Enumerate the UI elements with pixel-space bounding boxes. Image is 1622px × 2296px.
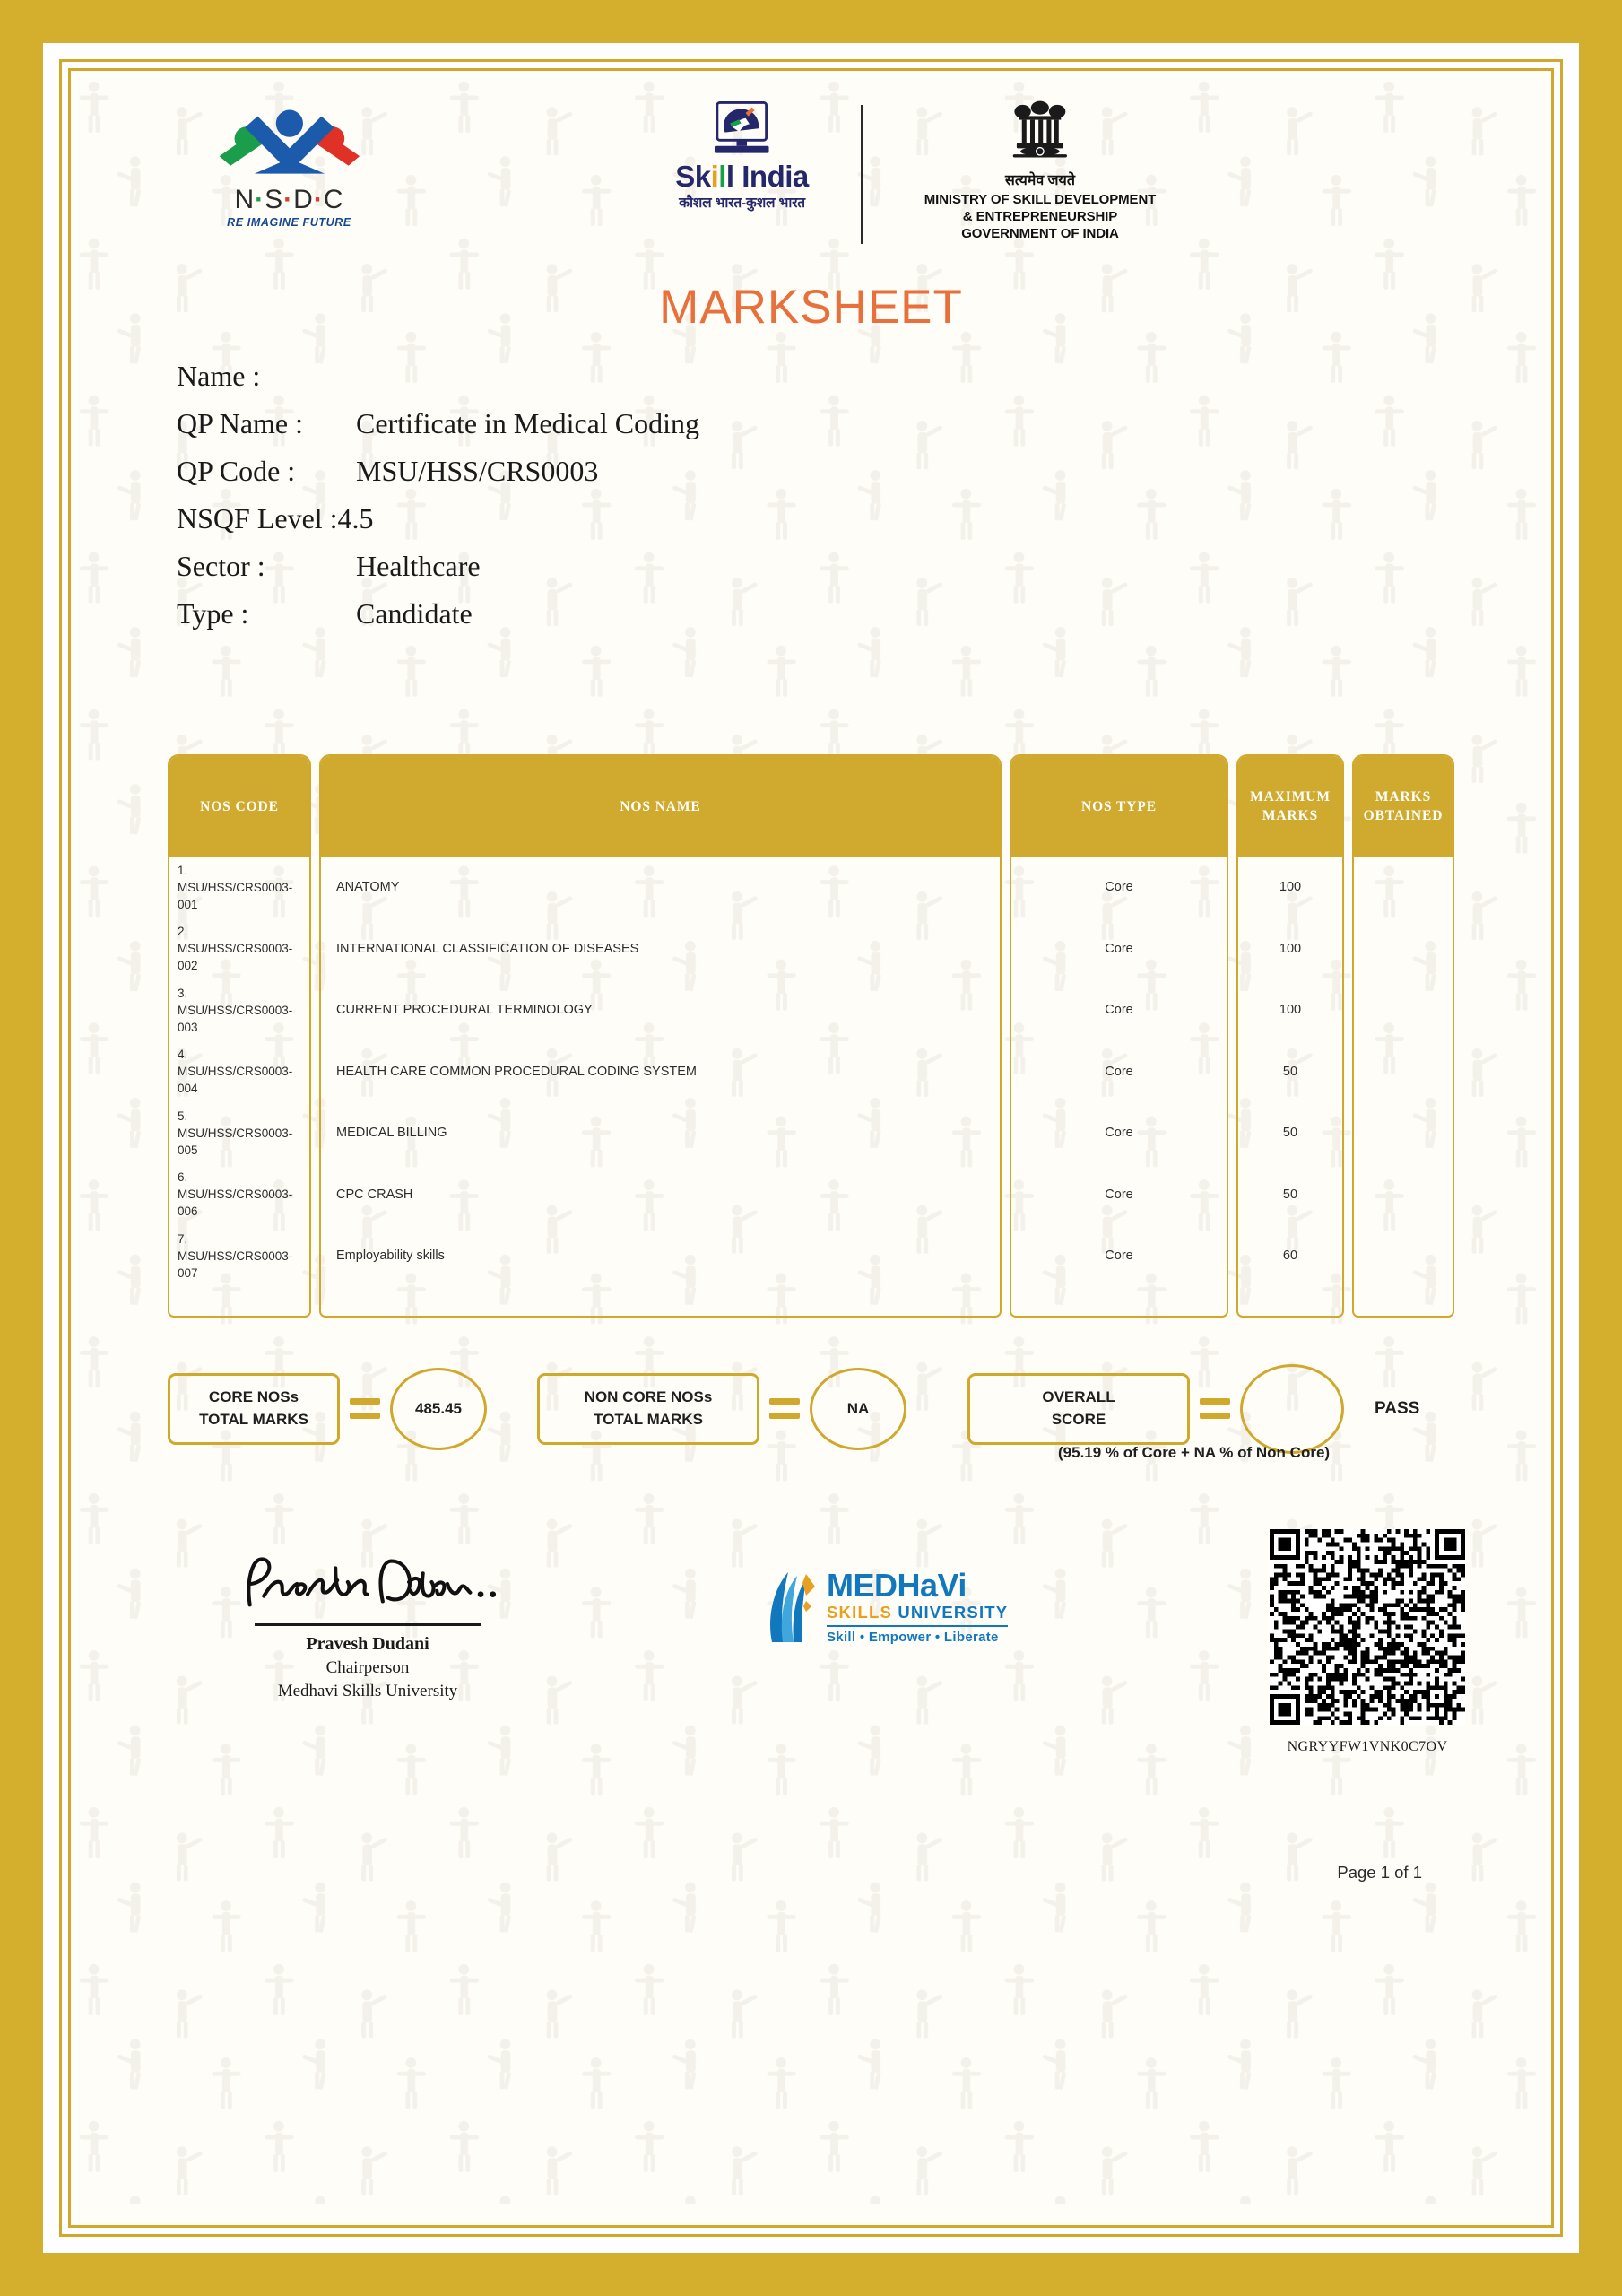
satyamev-jayate-text: सत्यमेव जयते [1005, 173, 1075, 188]
table-row [1354, 918, 1453, 980]
table-row [1354, 1041, 1453, 1103]
detail-row-nsqf-level [177, 504, 1519, 552]
signature-rule [255, 1623, 481, 1626]
detail-row-qp-name [177, 409, 1519, 457]
table-row: 50 [1282, 1064, 1298, 1079]
ministry-line-3: GOVERNMENT OF INDIA [961, 226, 1119, 242]
non-core-total-line1: NON CORE NOSs [584, 1387, 713, 1405]
medhavi-skills-word: SKILLS [827, 1602, 892, 1622]
core-total-label [168, 1373, 340, 1445]
skill-india-hindi-tagline: कौशल भारत-कुशल भारत [679, 195, 805, 211]
column-tail [1238, 1287, 1342, 1316]
signature-block [238, 1547, 498, 1701]
table-row: Core [1105, 1248, 1133, 1264]
ministry-line-1: MINISTRY OF SKILL DEVELOPMENT [924, 192, 1157, 207]
column-nos-name [319, 754, 1002, 1318]
table-row: INTERNATIONAL CLASSIFICATION OF DISEASES [336, 941, 639, 956]
frame-white-gap [43, 43, 1579, 2253]
table-row: Core [1105, 1187, 1133, 1202]
body-maximum-marks [1238, 857, 1342, 1316]
table-row [1354, 1164, 1453, 1226]
non-core-total-line2: TOTAL MARKS [594, 1410, 703, 1428]
label-name: Name : [177, 360, 261, 392]
qr-code-icon [1270, 1529, 1465, 1725]
medhavi-rule [827, 1625, 1008, 1627]
medhavi-logo [767, 1566, 1009, 1646]
cell-index: 4. [178, 1048, 188, 1062]
table-row: 50 [1282, 1187, 1298, 1202]
overall-score-line2: SCORE [1051, 1410, 1106, 1428]
column-tail [1011, 1287, 1227, 1316]
table-row: Core [1105, 1064, 1133, 1079]
frame-inner-rule [68, 68, 1554, 2228]
cell-index: 3. [178, 986, 188, 1000]
signatory-role: Chairperson [325, 1657, 410, 1677]
value-qp-name: Certificate in Medical Coding [356, 407, 699, 439]
ministry-logo [892, 100, 1188, 243]
overall-score-value [1240, 1364, 1344, 1454]
nsdc-tagline: RE IMAGINE FUTURE [227, 216, 351, 229]
cell-code: MSU/HSS/CRS0003-002 [178, 942, 293, 973]
table-row: ANATOMY [336, 880, 400, 895]
header-marks-obtained: MARKS OBTAINED [1354, 756, 1453, 857]
equals-icon [340, 1398, 390, 1419]
table-row: 50 [1282, 1126, 1298, 1141]
medhavi-wordmark [827, 1566, 1009, 1646]
result-status-badge: PASS [1375, 1398, 1420, 1418]
body-marks-obtained [1354, 857, 1453, 1316]
body-nos-code [169, 857, 309, 1316]
cell-code: MSU/HSS/CRS0003-006 [178, 1187, 293, 1219]
verification-code: NGRYYFW1VNK0C7OV [1287, 1738, 1448, 1754]
cell-code: MSU/HSS/CRS0003-004 [178, 1065, 293, 1096]
column-nos-code [168, 754, 311, 1318]
cell-code: MSU/HSS/CRS0003-007 [178, 1248, 293, 1280]
medhavi-name: MEDHaVi [827, 1566, 967, 1604]
medhavi-university-word: UNIVERSITY [898, 1602, 1009, 1622]
body-nos-type [1011, 857, 1227, 1316]
cell-index: 2. [178, 925, 188, 939]
table-row: Core [1105, 1126, 1133, 1141]
value-nsqf-level: 4.5 [337, 502, 374, 535]
detail-row-sector [177, 552, 1519, 599]
score-summary [103, 1364, 1519, 1461]
label-qp-code: QP Code : [177, 455, 296, 487]
column-tail [169, 1287, 309, 1316]
table-row [169, 857, 309, 918]
ashoka-emblem-icon [1002, 100, 1078, 164]
table-row [1354, 1102, 1453, 1164]
medhavi-tagline: Skill • Empower • Liberate [827, 1630, 999, 1646]
column-maximum-marks [1236, 754, 1344, 1318]
body-nos-name [321, 857, 1000, 1316]
frame-outer-rule [59, 59, 1563, 2237]
table-row: Employability skills [336, 1248, 445, 1264]
value-type: Candidate [356, 597, 473, 630]
medhavi-flame-icon [767, 1569, 819, 1646]
cell-code: MSU/HSS/CRS0003-005 [178, 1126, 293, 1157]
header-maximum-marks: MAXIMUM MARKS [1238, 756, 1342, 857]
table-row [169, 1164, 309, 1226]
table-row: 60 [1282, 1248, 1298, 1264]
table-row [169, 1102, 309, 1164]
header-divider [861, 105, 863, 244]
nsdc-logo [193, 107, 386, 229]
table-row [169, 1041, 309, 1103]
signatory-name: Pravesh Dudani [306, 1633, 429, 1654]
header-nos-code: NOS CODE [169, 756, 309, 857]
cell-index: 1. [178, 863, 188, 877]
cell-index: 6. [178, 1170, 188, 1185]
table-row: 100 [1279, 880, 1302, 895]
table-row: CPC CRASH [336, 1187, 413, 1202]
ministry-name [892, 191, 1188, 243]
header-nos-name: NOS NAME [321, 756, 1000, 857]
label-sector: Sector : [177, 550, 265, 582]
signature-icon [238, 1547, 500, 1617]
table-row [169, 979, 309, 1041]
page-content [71, 71, 1551, 2225]
table-row: 100 [1279, 941, 1302, 956]
page-title: MARKSHEET [659, 281, 963, 334]
table-row: CURRENT PROCEDURAL TERMINOLOGY [336, 1003, 593, 1018]
table-row: HEALTH CARE COMMON PROCEDURAL CODING SYSTEM [336, 1064, 698, 1079]
cell-code: MSU/HSS/CRS0003-001 [178, 880, 293, 911]
table-row [1354, 1225, 1453, 1287]
column-tail [321, 1287, 1000, 1316]
cell-code: MSU/HSS/CRS0003-003 [178, 1003, 293, 1034]
core-total-value: 485.45 [390, 1368, 487, 1450]
table-row [169, 1225, 309, 1287]
label-qp-name: QP Name : [177, 407, 304, 439]
non-core-total-value: NA [810, 1368, 906, 1450]
medhavi-subtitle [827, 1602, 1009, 1622]
skill-india-logo [659, 101, 825, 212]
detail-row-name [177, 361, 1519, 409]
label-type: Type : [177, 597, 249, 630]
table-row: 100 [1279, 1003, 1302, 1018]
column-nos-type [1010, 754, 1228, 1318]
nsdc-people-icon [210, 107, 369, 178]
ministry-line-2: & ENTREPRENEURSHIP [962, 209, 1118, 225]
footer-section [103, 1547, 1519, 1882]
detail-row-type [177, 599, 1519, 647]
score-formula-note: (95.19 % of Core + NA % of Non Core) [1058, 1443, 1331, 1461]
value-qp-code: MSU/HSS/CRS0003 [356, 455, 599, 487]
cell-index: 5. [178, 1109, 188, 1123]
nsdc-wordmark: N·S·D·C [234, 185, 344, 214]
column-tail [1354, 1287, 1453, 1316]
table-row: Core [1105, 880, 1133, 895]
core-total-line2: TOTAL MARKS [199, 1410, 308, 1428]
skill-india-wordmark: Skill India [675, 160, 809, 193]
skill-india-monitor-icon [703, 101, 781, 157]
non-core-total-label [537, 1373, 759, 1445]
page-number: Page 1 of 1 [1337, 1862, 1422, 1882]
cell-index: 7. [178, 1231, 188, 1246]
detail-row-qp-code [177, 457, 1519, 504]
label-nsqf-level: NSQF Level : [177, 502, 338, 535]
table-row [1354, 857, 1453, 918]
header-nos-type: NOS TYPE [1011, 756, 1227, 857]
table-row: Core [1105, 1003, 1133, 1018]
value-sector: Healthcare [356, 550, 481, 582]
table-row [1354, 979, 1453, 1041]
equals-icon [759, 1398, 810, 1419]
overall-score-label [967, 1373, 1190, 1445]
table-row: Core [1105, 941, 1133, 956]
candidate-details [103, 361, 1519, 647]
table-row [169, 918, 309, 980]
table-row: MEDICAL BILLING [336, 1126, 447, 1141]
overall-score-line1: OVERALL [1042, 1387, 1115, 1405]
logo-header [103, 98, 1519, 255]
equals-icon [1190, 1398, 1240, 1419]
marks-table [103, 754, 1519, 1318]
column-marks-obtained [1352, 754, 1454, 1318]
signatory-organisation: Medhavi Skills University [277, 1681, 458, 1700]
qr-block [1255, 1529, 1479, 1755]
core-total-line1: CORE NOSs [208, 1387, 299, 1405]
